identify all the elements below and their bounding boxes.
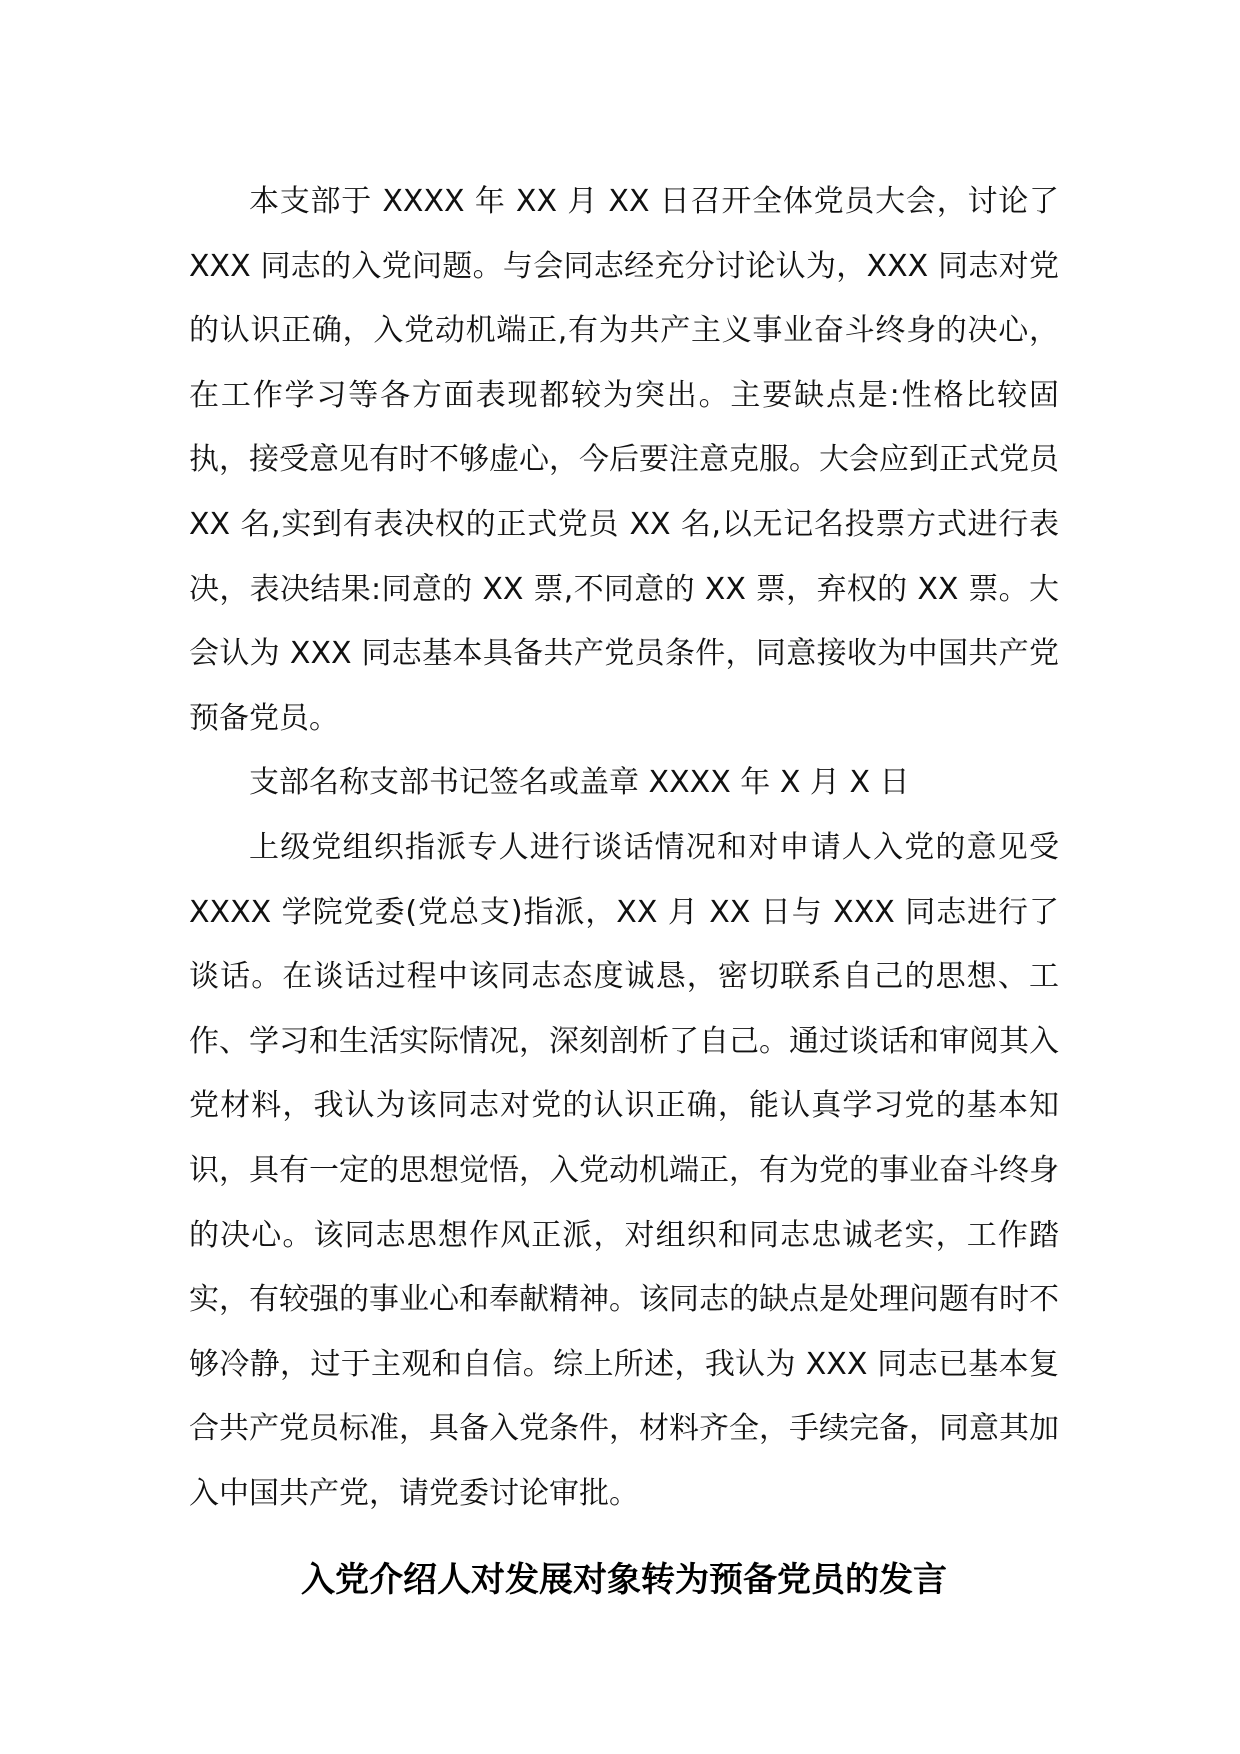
paragraph-interview-opinion: 上级党组织指派专人进行谈话情况和对申请人入党的意见受XXXX 学院党委(党总支)指派，XX 月 XX 日与 XXX 同志进行了谈话。在谈话过程中该同志态度诚恳，密切联系自己的思想、工作、学习和生活实际情况，深刻剖析了自己。通过谈话和审阅其入党材料，我认为该同志对党的认识正确，能认真学习党的基本知识，具有一定的思想觉悟，入党动机端正，有为党的事业奋斗终身的决心。该同志思想作风正派，对组织和同志忠诚老实，工作踏实，有较强的事业心和奉献精神。该同志的缺点是处理问题有时不够冷静，过于主观和自信。综上所述，我认为 XXX 同志已基本复合共产党员标准，具备入党条件，材料齐全，手续完备，同意其加入中国共产党，请党委讨论审批。 (189, 829, 1059, 1511)
section-heading: 入党介绍人对发展对象转为预备党员的发言 (301, 1560, 947, 1601)
document-body (189, 170, 1059, 1612)
paragraph-branch-signature: 支部名称支部书记签名或盖章 XXXX 年 X 月 X 日 (249, 765, 910, 801)
paragraph-meeting-resolution: 本支部于 XXXX 年 XX 月 XX 日召开全体党员大会，讨论了XXX 同志的入党问题。与会同志经充分讨论认为，XXX 同志对党的认识正确，入党动机端正,有为共产主义事业奋斗终身的决心，在工作学习等各方面表现都较为突出。主要缺点是:性格比较固执，接受意见有时不够虚心，今后要注意克服。大会应到正式党员 XX 名,实到有表决权的正式党员 XX 名,以无记名投票方式进行表决，表决结果:同意的 XX 票,不同意的 XX 票，弃权的 XX 票。大会认为 XXX 同志基本具备共产党员条件，同意接收为中国共产党预备党员。 (189, 184, 1059, 736)
